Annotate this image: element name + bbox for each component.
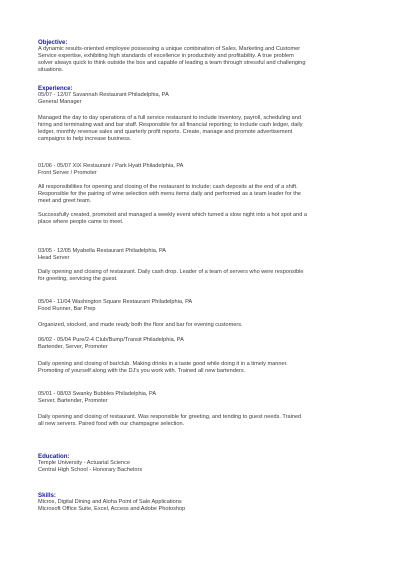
objective-line: Service expertise, exhibiting high standards of excellence in productivity and profitability. A true problem (38, 53, 294, 59)
education-section (38, 453, 373, 474)
education-line: Temple University - Actuarial Science (38, 460, 131, 466)
skills-heading: Skills: (38, 492, 56, 499)
job-description (38, 212, 373, 226)
job-desc-line: all new servers. Paired food with our champagne selection. (38, 421, 185, 427)
skills-line: Micros, Digital Dining and Aloha Point of Sale Applications (38, 499, 182, 505)
job-dates: 03/05 - 12/05 Myabella Restaurant Philadelphia, PA (38, 248, 167, 254)
objective-line: solver always quick to think outside the box and capable of leading a team through stressful and challenging (38, 60, 306, 66)
job-title: Head Server (38, 255, 70, 261)
job-desc-line: Managed the day to day operations of a full service restaurant to include inventory, payroll, scheduling and (38, 115, 301, 121)
job-desc-line: Promoting of yourself along with the DJ's you work with. Trained all new bartenders. (38, 368, 246, 374)
job-dates: 05/04 - 11/04 Washington Square Restaurant Philadelphia, PA (38, 299, 193, 305)
job-entry (38, 248, 373, 262)
objective-section (38, 39, 373, 74)
job-description (38, 322, 373, 329)
job-title: Server, Bartender, Promoter (38, 398, 108, 404)
job-description (38, 184, 373, 205)
job-dates: 01/06 - 05/07 XIX Restaurant / Park Hyatt Philadelphia, PA (38, 163, 184, 169)
job-description (38, 269, 373, 283)
skills-line: Microsoft Office Suite, Excel, Access and Adobe Photoshop (38, 506, 186, 512)
objective-line: situations. (38, 67, 64, 73)
job-dates: 05/01 - 08/03 Swanky Bubbles Philadelphia, PA (38, 391, 157, 397)
job-desc-line: Organized, stocked, and made ready both the floor and bar for evening customers. (38, 322, 243, 328)
job-dates: 06/02 - 05/04 Pure/2-4 Club/Bump/Transit Philadelphia, PA (38, 337, 184, 343)
job-desc-line: campaigns to help increase business. (38, 136, 132, 142)
job-description (38, 414, 373, 428)
job-description (38, 115, 373, 143)
job-description (38, 361, 373, 375)
job-desc-line: place where people came to meet. (38, 219, 124, 225)
job-desc-line: Daily opening and closing of bar/club. Making drinks in a taste good while doing it in a timely manner. (38, 361, 288, 367)
objective-line: A dynamic results-oriented employee possessing a unique combination of Sales, Marketing and Customer (38, 46, 301, 52)
education-line: Central High School - Honorary Bachelors (38, 467, 143, 473)
job-desc-line: Successfully created, promoted and managed a weekly event which turned a slow night into a hot spot and a (38, 212, 307, 218)
job-title: General Manager (38, 99, 82, 105)
job-title: Bartender, Server, Promoter (38, 344, 108, 350)
job-title: Front Server / Promoter (38, 170, 97, 176)
job-entry (38, 299, 373, 313)
job-title: Food Runner, Bar Prep (38, 306, 96, 312)
job-desc-line: hiring and terminating wait and bar staff. Responsible for all financial reporting; to include cash ledger, daily (38, 122, 303, 128)
skills-section (38, 492, 373, 513)
job-desc-line: Daily opening and closing of restaurant. Daily cash drop. Leader of a team of servers who were responsible (38, 269, 304, 275)
job-desc-line: meet and greet team. (38, 198, 92, 204)
objective-heading: Objective: (38, 39, 68, 46)
job-desc-line: ledger, monthly revenue sales and quarterly profit reports. Create, manage and promote advertisement (38, 129, 293, 135)
job-entry (38, 391, 373, 405)
experience-section (38, 85, 373, 106)
job-dates: 05/07 - 12/07 Savannah Restaurant Philadelphia, PA (38, 92, 169, 98)
job-desc-line: for greeting, servicing the guest. (38, 276, 118, 282)
job-desc-line: Daily opening and closing of restaurant. Was responsible for greeting, and tending to guest needs. Trained (38, 414, 302, 420)
job-desc-line: All responsibilities for opening and closing of the restaurant to include; cash deposits at the end of a shift. (38, 184, 298, 190)
experience-heading: Experience: (38, 85, 73, 92)
job-desc-line: Responsible for the pairing of wine selection with menu items daily and performed as a team leader for the (38, 191, 302, 197)
education-heading: Education: (38, 453, 70, 460)
job-entry (38, 337, 373, 351)
job-entry (38, 163, 373, 177)
